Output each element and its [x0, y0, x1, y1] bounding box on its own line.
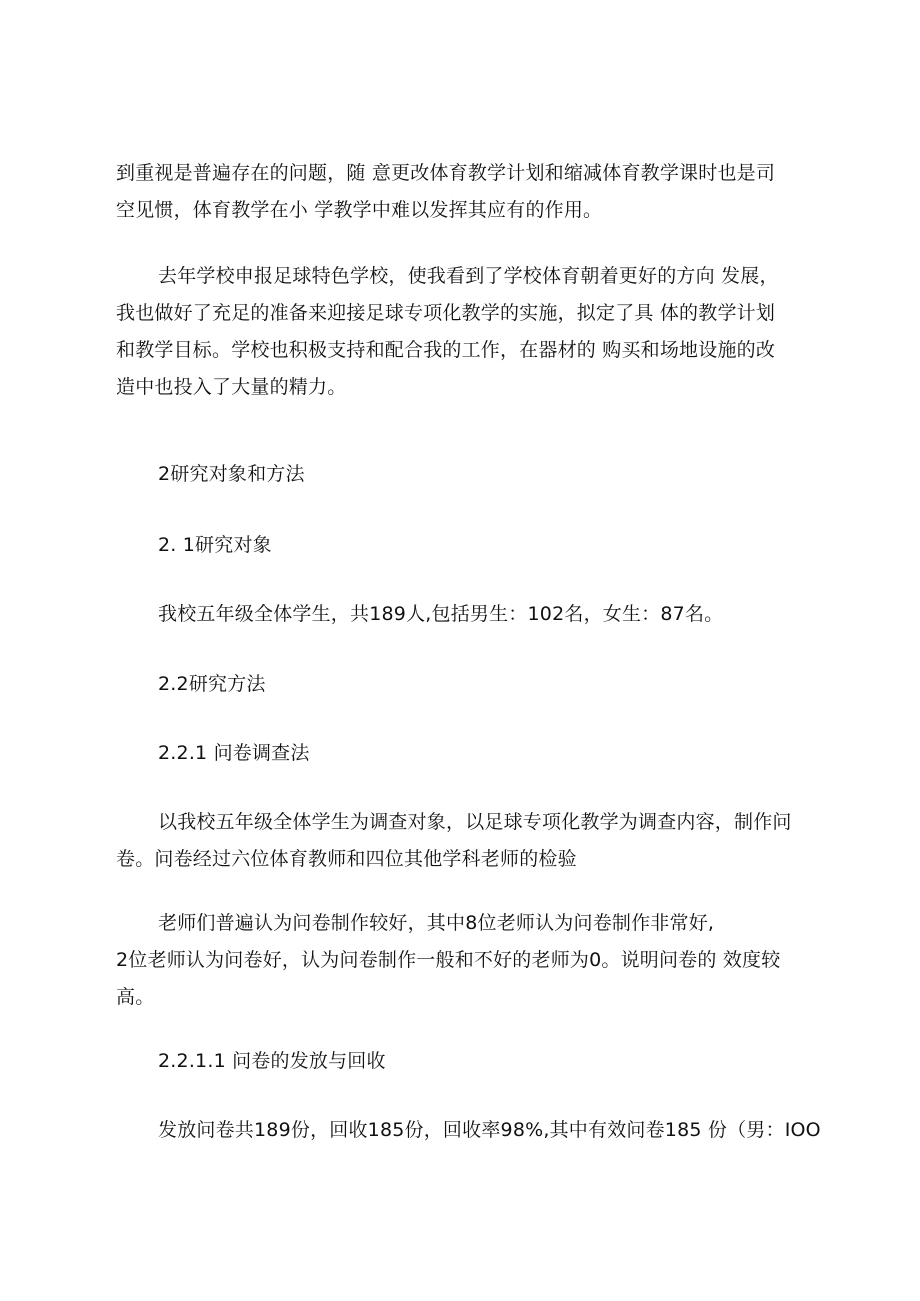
- text-line: 高。: [116, 986, 155, 1008]
- paragraph-1: [116, 155, 816, 229]
- heading-text: 2研究对象和方法: [158, 463, 305, 485]
- section-heading-2: [116, 456, 816, 493]
- text-line: 老师们普遍认为问卷制作较好，其中8位老师认为问卷制作非常好,: [158, 912, 715, 934]
- heading-text: 2.2.1 问卷调查法: [158, 742, 310, 764]
- section-heading-2-2-1: [116, 735, 816, 772]
- paragraph-3: [116, 596, 816, 633]
- text-line: 和教学目标。学校也积极支持和配合我的工作，在器材的 购买和场地设施的改: [116, 339, 776, 361]
- section-heading-2-2: [116, 666, 816, 703]
- text-line: 以我校五年级全体学生为调查对象，以足球专项化教学为调查内容，制作问: [158, 811, 792, 833]
- text-line: 我也做好了充足的准备来迎接足球专项化教学的实施，拟定了具 体的教学计划: [116, 302, 776, 324]
- text-line: 到重视是普遍存在的问题，随 意更改体育教学计划和缩减体育教学课时也是司: [116, 162, 776, 184]
- heading-text: 2. 1研究对象: [158, 534, 272, 556]
- paragraph-5: [116, 905, 816, 1016]
- text-line: 发放问卷共189份，回收185份，回收率98%,其中有效问卷185 份（男：IOO: [158, 1119, 821, 1141]
- text-line: 我校五年级全体学生，共189人,包括男生：102名，女生：87名。: [158, 603, 724, 625]
- section-heading-2-1: [116, 527, 816, 564]
- heading-text: 2.2.1.1 问卷的发放与回收: [158, 1050, 386, 1072]
- text-line: 空见惯，体育教学在小 学教学中难以发挥其应有的作用。: [116, 199, 603, 221]
- paragraph-4: [116, 804, 816, 878]
- text-line: 去年学校申报足球特色学校，使我看到了学校体育朝着更好的方向 发展，: [158, 265, 779, 287]
- section-heading-2-2-1-1: [116, 1043, 816, 1080]
- heading-text: 2.2研究方法: [158, 673, 266, 695]
- text-line: 卷。问卷经过六位体育教师和四位其他学科老师的检验: [116, 848, 577, 870]
- text-line: 造中也投入了大量的精力。: [116, 376, 347, 398]
- paragraph-6: [116, 1112, 821, 1149]
- text-line: 2位老师认为问卷好，认为问卷制作一般和不好的老师为0。说明问卷的 效度较: [116, 949, 781, 971]
- paragraph-2: [116, 258, 816, 406]
